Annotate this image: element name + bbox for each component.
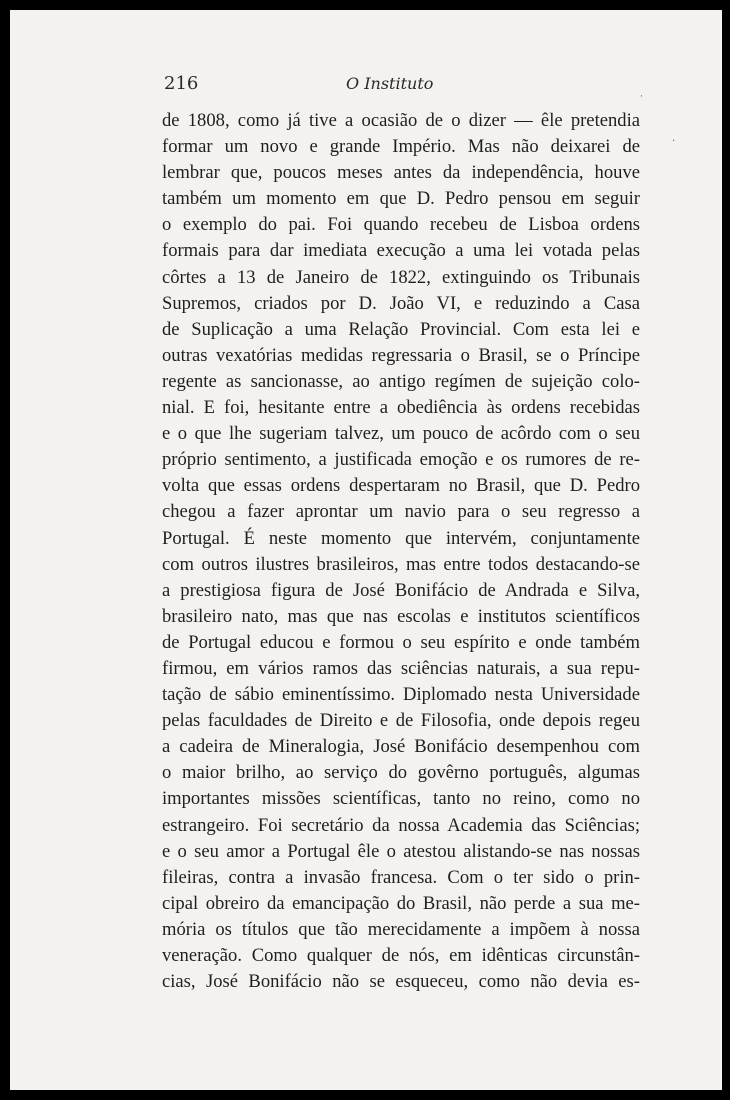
text-line: estrangeiro. Foi secretário da nossa Academia das Sciências;: [162, 814, 640, 836]
text-line: com outros ilustres brasileiros, mas entre todos destacando-se: [162, 553, 640, 575]
text-line: próprio sentimento, a justificada emoção e os rumores de re-: [162, 449, 640, 471]
text-line: e o seu amor a Portugal êle o atestou alistando-se nas nossas: [162, 840, 640, 862]
text-line: volta que essas ordens despertaram no Brasil, que D. Pedro: [162, 475, 640, 497]
text-line: brasileiro nato, mas que nas escolas e institutos scientíficos: [162, 605, 640, 627]
text-line: o maior brilho, ao serviço do govêrno português, algumas: [162, 762, 640, 784]
text-line: cipal obreiro da emancipação do Brasil, não perde a sua me-: [162, 892, 640, 914]
text-line: a prestigiosa figura de José Bonifácio de Andrada e Silva,: [162, 579, 640, 601]
text-line: Portugal. É neste momento que intervém, conjuntamente: [162, 527, 640, 549]
text-line: de Suplicação a uma Relação Provincial. Com esta lei e: [162, 318, 640, 340]
body-text: [162, 108, 640, 995]
text-line: côrtes a 13 de Janeiro de 1822, extinguindo os Tribunais: [162, 266, 640, 288]
text-line: nial. E foi, hesitante entre a obediência às ordens recebidas: [162, 397, 640, 419]
running-title: O Instituto: [346, 74, 434, 93]
text-line: regente as sancionasse, ao antigo regímen de sujeição colo-: [162, 370, 640, 392]
text-line: de 1808, como já tive a ocasião de o dizer — êle pretendia: [162, 110, 640, 131]
text-line: chegou a fazer aprontar um navio para o seu regresso a: [162, 501, 640, 523]
page-header: [164, 72, 636, 96]
speck-mark: ·: [640, 92, 643, 102]
text-line: a cadeira de Mineralogia, José Bonifácio desempenhou com: [162, 736, 640, 758]
text-line: firmou, em vários ramos das sciências naturais, a sua repu-: [162, 657, 640, 679]
book-page: [10, 10, 722, 1090]
text-line: mória os títulos que tão merecidamente a impõem à nossa: [162, 918, 640, 940]
text-line: veneração. Como qualquer de nós, em idênticas circunstân-: [162, 945, 640, 966]
text-line: de Portugal educou e formou o seu espírito e onde também: [162, 631, 640, 653]
text-line: formais para dar imediata execução a uma lei votada pelas: [162, 240, 640, 262]
text-line: Supremos, criados por D. João VI, e reduzindo a Casa: [162, 292, 640, 314]
text-line: e o que lhe sugeriam talvez, um pouco de acôrdo com o seu: [162, 423, 640, 445]
text-line: importantes missões scientíficas, tanto no reino, como no: [162, 788, 640, 810]
page-number: 216: [164, 73, 199, 94]
text-line: pelas faculdades de Direito e de Filosofia, onde depois regeu: [162, 710, 640, 732]
text-line: também um momento em que D. Pedro pensou em seguir: [162, 188, 640, 210]
text-line: lembrar que, poucos meses antes da independência, houve: [162, 162, 640, 184]
text-line: outras vexatórias medidas regressaria o Brasil, se o Príncipe: [162, 344, 640, 366]
text-line: fileiras, contra a invasão francesa. Com o ter sido o prin-: [162, 866, 640, 888]
speck-mark: ·: [672, 136, 676, 147]
text-line: o exemplo do pai. Foi quando recebeu de Lisboa ordens: [162, 214, 640, 236]
text-line: tação de sábio eminentíssimo. Diplomado nesta Universidade: [162, 684, 640, 706]
text-line: cias, José Bonifácio não se esqueceu, como não devia es-: [162, 971, 640, 993]
text-line: formar um novo e grande Império. Mas não deixarei de: [162, 136, 640, 158]
